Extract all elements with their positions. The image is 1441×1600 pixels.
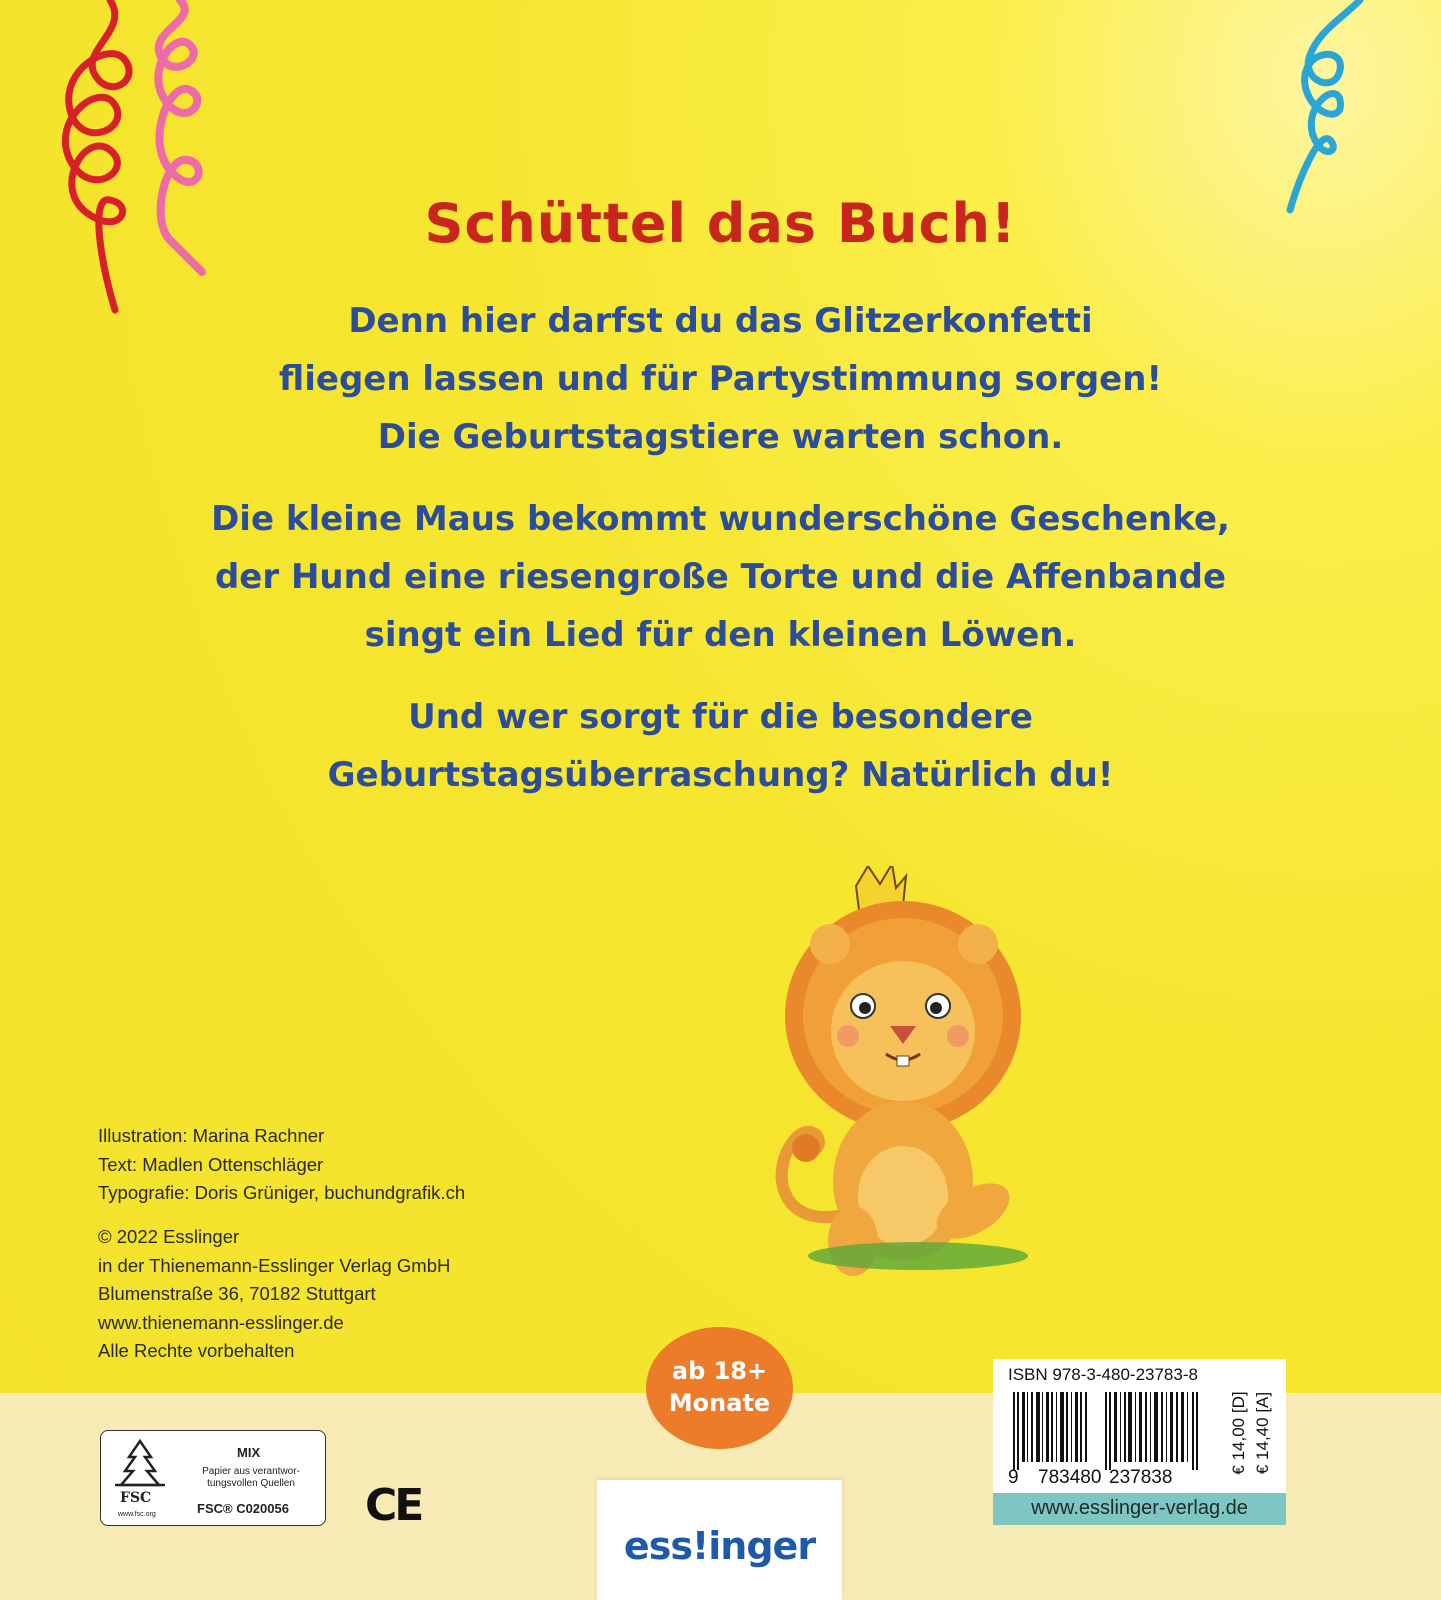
fsc-description-line: Papier aus verantwor- [202,1466,300,1477]
illustration-credit: Illustration: Marina Rachner [98,1125,325,1146]
barcode-digits-last: 237838 [1109,1467,1173,1488]
barcode [1011,1392,1216,1470]
red-streamer-decoration [40,0,140,320]
publisher-address: Blumenstraße 36, 70182 Stuttgart [98,1283,376,1304]
typography-credit: Typografie: Doris Grüniger, buchundgrafik.ch [98,1182,466,1203]
rights-notice: Alle Rechte vorbehalten [98,1340,295,1361]
fsc-tree-icon [111,1439,169,1491]
lion-illustration [768,866,1038,1276]
credits-block [98,1122,465,1208]
fsc-code: FSC® C020056 [197,1501,289,1516]
isbn-number: ISBN 978-3-480-23783-8 [1008,1365,1198,1384]
text-line: fliegen lassen und für Partystimmung sorgen! [279,359,1162,399]
text-credit: Text: Madlen Ottenschläger [98,1153,324,1175]
fsc-description-line: tungsvollen Quellen [207,1478,295,1489]
text-line: Geburtstagsüberraschung? Natürlich du! [327,755,1114,795]
publisher-company: in der Thienemann-Esslinger Verlag GmbH [98,1254,451,1276]
publisher-block [98,1223,450,1366]
fsc-description [183,1466,319,1490]
age-badge-line1: ab 18+ [671,1357,768,1385]
text-line: Und wer sorgt für die besondere [408,697,1033,737]
barcode-digit-first: 9 [1008,1467,1019,1488]
fsc-mix: MIX [237,1445,261,1460]
publisher-url[interactable]: www.esslinger-verlag.de [1031,1497,1248,1519]
description-paragraph-2 [0,490,1441,664]
text-line: Die kleine Maus bekommt wunderschöne Geschenke, [211,499,1230,539]
text-line: Die Geburtstagstiere warten schon. [377,417,1064,457]
text-line: singt ein Lied für den kleinen Löwen. [364,615,1077,655]
price-germany: € 14,00 [D] [1229,1391,1248,1475]
barcode-box [993,1359,1286,1493]
fsc-text: FSC [120,1490,152,1506]
publisher-url-bar [993,1493,1286,1525]
description-paragraph-1 [0,292,1441,466]
age-badge [646,1327,793,1449]
description-paragraph-3 [0,688,1441,804]
ce-mark: CE [365,1480,422,1531]
fsc-website: www.fsc.org [118,1511,156,1518]
fsc-label [100,1430,326,1526]
copyright: © 2022 Esslinger [98,1226,240,1247]
price-austria: € 14,40 [A] [1253,1391,1272,1475]
publisher-logo-box [597,1480,842,1600]
age-badge-line2: Monate [668,1389,771,1417]
text-line: der Hund eine riesengroße Torte und die Affenbande [214,557,1227,597]
publisher-website: www.thienemann-esslinger.de [98,1311,344,1333]
text-line: Denn hier darfst du das Glitzerkonfetti [348,301,1093,341]
blue-streamer-decoration [1280,0,1380,220]
headline: Schüttel das Buch! [424,192,1017,255]
publisher-logo: ess!inger [623,1524,816,1568]
barcode-digits-middle: 783480 [1038,1467,1102,1488]
